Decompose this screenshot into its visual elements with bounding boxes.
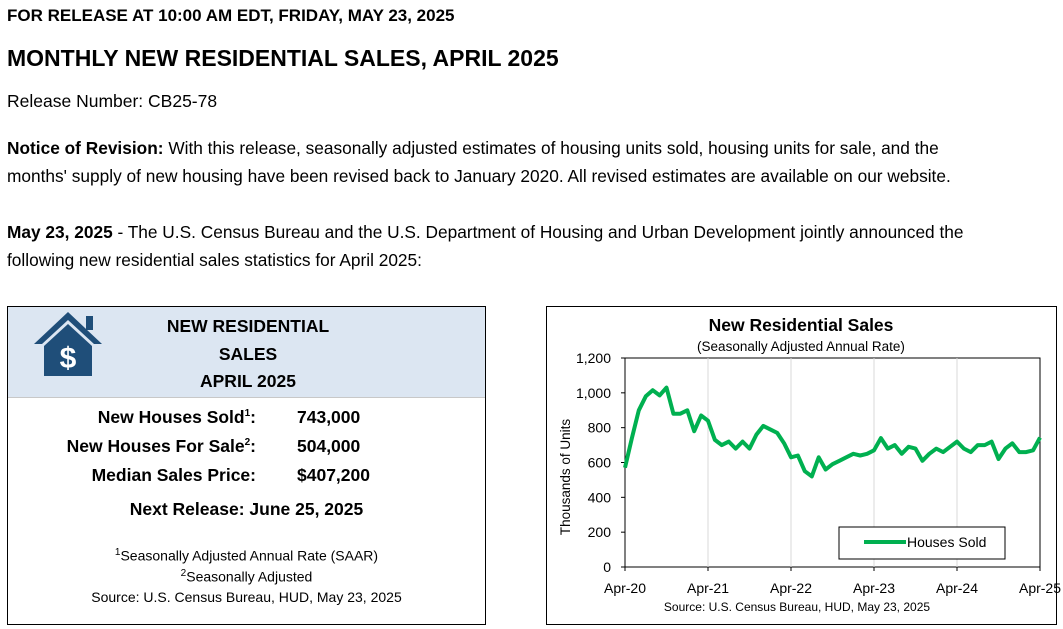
release-time: FOR RELEASE AT 10:00 AM EDT, FRIDAY, MAY 23, 2025 [7, 6, 455, 25]
chart-source: Source: U.S. Census Bureau, HUD, May 23, 2025 [663, 600, 931, 614]
y-tick-label: 0 [603, 559, 611, 575]
chart-title: New Residential Sales [708, 315, 894, 335]
footnote-sa: $^2$Seasonally Adjusted [180, 568, 313, 585]
y-tick-label: 800 [587, 419, 611, 436]
summary-source: Source: U.S. Census Bureau, HUD, May 23, 2025 [91, 589, 402, 605]
sales-line-chart [547, 307, 1062, 624]
chart-subtitle: (Seasonally Adjusted Annual Rate) [697, 339, 905, 354]
stat-value: 743,000 [297, 407, 361, 427]
stat-label: New Houses Sold$^1$: [97, 407, 256, 427]
summary-box [7, 306, 486, 625]
summary-title-line: APRIL 2025 [200, 371, 296, 391]
notice-text-line2: months' supply of new housing have been revised back to January 2020. All revised estimates are available on our website. [7, 166, 951, 186]
x-tick-label: Apr-25 [1018, 580, 1062, 596]
intro-paragraph [7, 218, 1052, 274]
chart-box [546, 306, 1062, 625]
y-tick-label: 1,000 [575, 384, 611, 401]
summary-title-line: SALES [218, 343, 278, 364]
x-tick-label: Apr-24 [935, 580, 979, 596]
legend-label: Houses Sold [907, 534, 987, 550]
stat-label: New Houses For Sale$^2$: [66, 436, 256, 456]
summary-title-line: NEW RESIDENTIAL [166, 316, 330, 336]
intro-text-line2: following new residential sales statistics for April 2025: [7, 250, 422, 270]
notice-of-revision [7, 134, 1052, 190]
y-tick-label: 400 [587, 489, 611, 506]
notice-label: Notice of Revision: [7, 138, 164, 158]
summary-title [118, 313, 378, 396]
notice-text-line1: With this release, seasonally adjusted estimates of housing units sold, housing units for sale, and the [163, 138, 939, 158]
stat-label: Median Sales Price: [91, 465, 256, 485]
y-axis-label: Thousands of Units [558, 418, 573, 536]
footnote-saar: $^1$Seasonally Adjusted Annual Rate (SAAR) [114, 547, 379, 564]
svg-text:$: $ [59, 342, 77, 375]
house-dollar-icon [32, 310, 104, 378]
stat-value: $407,200 [297, 465, 370, 485]
y-tick-label: 1,200 [575, 350, 611, 366]
x-tick-label: Apr-20 [603, 580, 647, 596]
x-tick-label: Apr-23 [852, 580, 896, 596]
intro-date: May 23, 2025 [7, 222, 113, 242]
y-tick-label: 600 [587, 454, 611, 471]
series-line-houses-sold [625, 388, 1040, 477]
x-tick-label: Apr-21 [686, 580, 730, 596]
release-number: Release Number: CB25-78 [7, 91, 218, 111]
page-title: MONTHLY NEW RESIDENTIAL SALES, APRIL 2025 [7, 45, 559, 71]
y-tick-label: 200 [587, 524, 611, 541]
legend [839, 527, 1005, 559]
intro-text-line1: - The U.S. Census Bureau and the U.S. Department of Housing and Urban Development jointly announced the [112, 222, 964, 242]
x-tick-label: Apr-22 [769, 580, 813, 596]
next-release: Next Release: June 25, 2025 [129, 499, 364, 519]
summary-header [8, 307, 485, 398]
stat-value: 504,000 [297, 436, 361, 456]
